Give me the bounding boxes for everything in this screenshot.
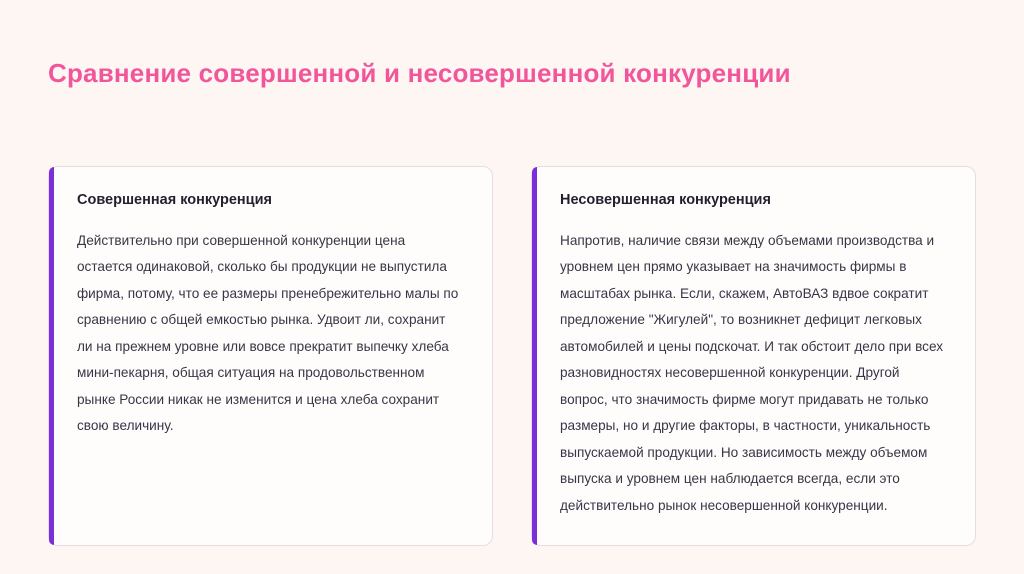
comparison-cards (48, 166, 976, 546)
card-body: Действительно при совершенной конкуренции цена остается одинаковой, сколько бы продукции не выпустила фирма, потому, что ее размеры пренебрежительно малы по сравнению с общей емкостью рынка. Удвоит ли, сохранит ли на прежнем уровне или вовсе прекратит выпечку хлеба мини-пекарня, общая ситуация на продовольственном рынке России никак не изменится и цена хлеба сохранит свою величину. (77, 232, 459, 434)
card-perfect-competition (48, 166, 493, 546)
page-title: Сравнение совершенной и несовершенной конкуренции (48, 58, 791, 88)
accent-bar (532, 167, 537, 545)
card-imperfect-competition (531, 166, 976, 546)
accent-bar (49, 167, 54, 545)
card-body: Напротив, наличие связи между объемами производства и уровнем цен прямо указывает на значимость фирмы в масштабах рынка. Если, скажем, АвтоВАЗ вдвое сократит предложение "Жигулей", то возникнет дефицит легковых автомобилей и цены подскочат. И так обстоит дело при всех разновидностях несовершенной конкуренции. Другой вопрос, что значимость фирме могут придавать не только размеры, но и другие факторы, в частности, уникальность выпускаемой продукции. Но зависимость между объемом выпуска и уровнем цен наблюдается всегда, если это действительно рынок несовершенной конкуренции. (560, 232, 944, 513)
card-title: Несовершенная конкуренция (560, 192, 771, 208)
card-title: Совершенная конкуренция (77, 192, 272, 208)
